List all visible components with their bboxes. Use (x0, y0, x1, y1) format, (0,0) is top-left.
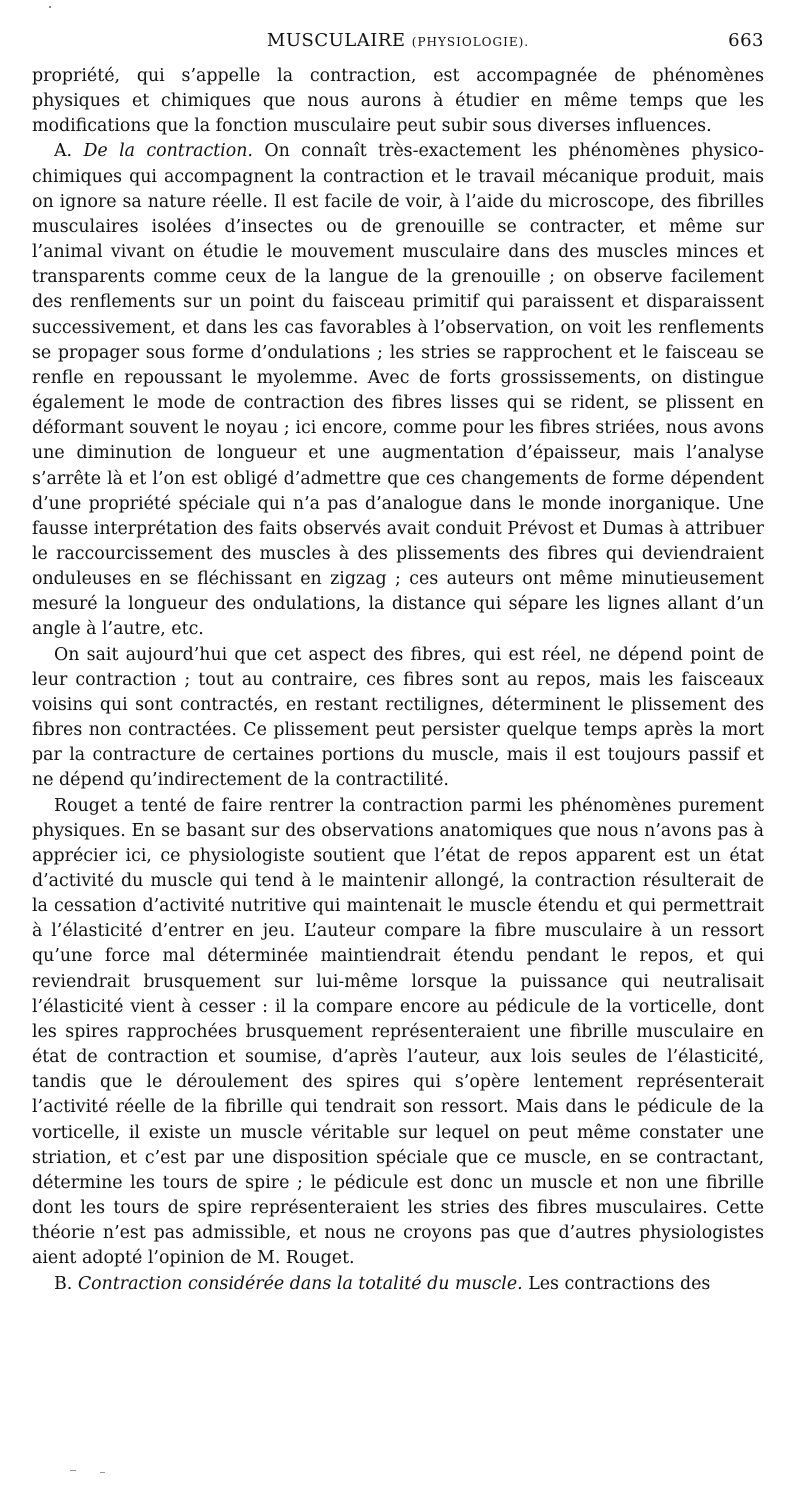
scan-marks (70, 1470, 130, 1480)
body-text (32, 64, 764, 1297)
paragraph-continuation (32, 64, 764, 139)
running-title (32, 30, 764, 51)
paragraph-text: Les contractions des (528, 1273, 711, 1294)
section-label: B. (54, 1273, 73, 1294)
running-title-main: MUSCULAIRE (266, 30, 406, 51)
running-head (32, 30, 764, 56)
paragraph-text: Rouget a tenté de faire rentrer la contraction parmi les phénomènes purement physiques. En se basant sur des observations anatomiques que nous n’avons pas à apprécier ici, ce physiologiste soutient que l’état de repos apparent est un état d’activité du muscle qui tend à le maintenir allongé, la contraction résulterait de la cessation d’activité nutritive qui maintenait le muscle étendu et qui permettrait à l’élasticité d’entrer en jeu. L’auteur compare la fibre musculaire à un ressort qu’une force mal déterminée maintiendrait étendu pendant le repos, et qui reviendrait brusquement sur lui-même lorsque la puissance qui neutralisait l’élasticité vient à cesser : il la compare encore au pédicule de la vorticelle, dont les spires rapprochées brusquement représenteraient une fibrille musculaire en état de contraction et soumise, d’après l’auteur, aux lois seules de l’élasticité, tandis que le déroulement des spires qui s’opère lentement représenterait l’activité réelle de la fibrille qui tendrait son ressort. Mais dans le pédicule de la vorticelle, il existe un muscle véritable sur lequel on peut même constater une striation, et c’est par une disposition spéciale que ce muscle, en se contractant, détermine les tours de spire ; le pédicule est donc un muscle et non une fibrille dont les tours de spire représenteraient les stries des fibres musculaires. Cette théorie n’est pas admissible, et nous ne croyons pas que d’autres physiologistes aient adopté l’opinion de M. Rouget. (32, 795, 764, 1269)
paragraph (32, 794, 764, 1272)
section-heading: Contraction considérée dans la totalité du muscle. (77, 1273, 523, 1294)
section-heading: De la contraction. (83, 141, 253, 162)
paragraph-section-a (32, 139, 764, 642)
scan-dot (49, 6, 51, 8)
paragraph-text: On connaît très-exactement les phénomènes physico-chimiques qui accompagnent la contraction et le travail mécanique produit, mais on ignore sa nature réelle. Il est facile de voir, à l’aide du microscope, des fibrilles musculaires isolées d’insectes ou de grenouille se contracter, et même sur l’animal vivant on étudie le mouvement musculaire dans des muscles minces et transparents comme ceux de la langue de la grenouille ; on observe facilement des renflements sur un point du faisceau primitif qui paraissent et disparaissent successivement, et dans les cas favorables à l’observation, on voit les renflements se propager sous forme d’ondulations ; les stries se rapprochent et le faisceau se renfle en repoussant le myolemme. Avec de forts grossissements, on distingue également le mode de contraction des fibres lisses qui se rident, se plissent en déformant souvent le noyau ; ici encore, comme pour les fibres striées, nous avons une diminution de longueur et une augmentation d’épaisseur, mais l’analyse s’arrête là et l’on est obligé d’admettre que ces changements de forme dépendent d’une propriété spéciale qui n’a pas d’analogue dans le monde inorganique. Une fausse interprétation des faits observés avait conduit Prévost et Dumas à attribuer le raccourcissement des muscles à des plissements des fibres qui deviendraient onduleuses en se fléchissant en zigzag ; ces auteurs ont même minutieusement mesuré la longueur des ondulations, la distance qui sépare les lignes allant d’un angle à l’autre, etc. (32, 141, 765, 640)
page-number: 663 (728, 30, 764, 51)
paragraph (32, 643, 764, 794)
paragraph-text: On sait aujourd’hui que cet aspect des fibres, qui est réel, ne dépend point de leur contraction ; tout au contraire, ces fibres sont au repos, mais les faisceaux voisins qui sont contractés, en restant rectilignes, déterminent le plissement des fibres non contractées. Ce plissement peut persister quelque temps après la mort par la contracture de certaines portions du muscle, mais il est toujours passif et ne dépend qu’indirectement de la contractilité. (32, 644, 764, 791)
scan-mark (70, 1470, 76, 1471)
section-label: A. (54, 141, 73, 162)
scan-mark (100, 1472, 105, 1473)
paragraph-text: propriété, qui s’appelle la contraction, est accompagnée de phénomènes physiques et chimiques que nous aurons à étudier en même temps que les modifications que la fonction musculaire peut subir sous diverses influences. (32, 66, 764, 137)
paragraph-section-b (32, 1272, 764, 1297)
running-title-sub: (PHYSIOLOGIE). (411, 35, 530, 49)
